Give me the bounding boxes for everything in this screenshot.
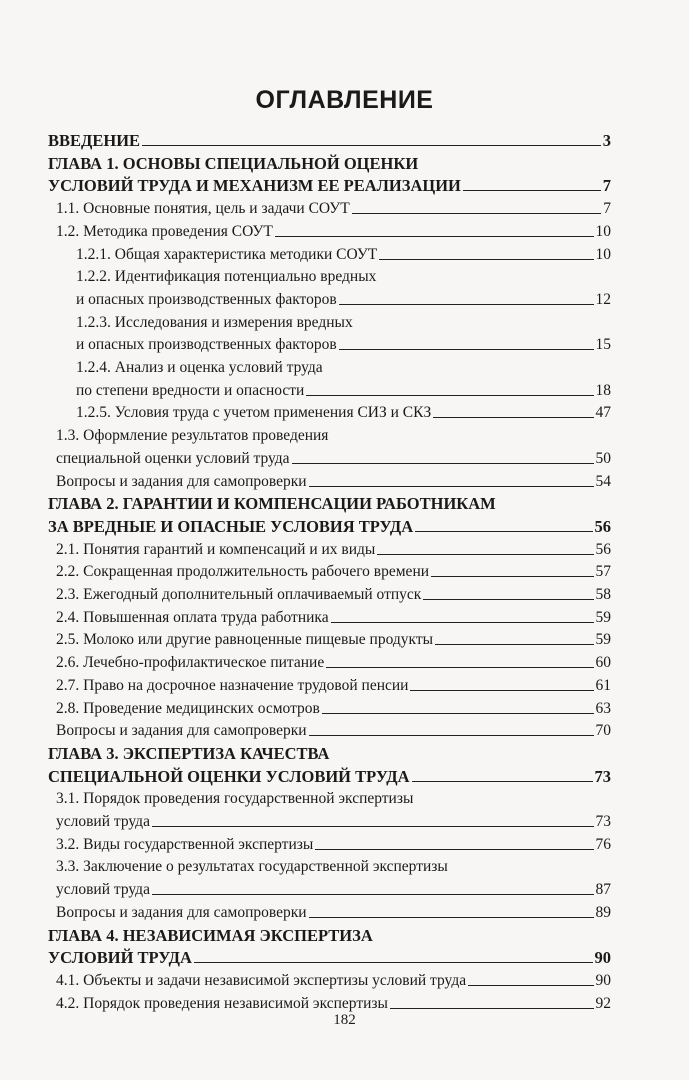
- toc-entry-title: 2.5. Молоко или другие равноценные пищевые продукты: [56, 631, 434, 649]
- toc-entry-title: 4.1. Объекты и задачи независимой экспертизы условий труда: [56, 971, 467, 989]
- toc-entry-section: [56, 537, 611, 559]
- dot-leader: [152, 894, 594, 895]
- dot-leader: [423, 599, 593, 600]
- toc-entry-title: Вопросы и задания для самопроверки: [56, 722, 307, 740]
- dot-leader: [435, 644, 593, 645]
- toc-entry-section: [56, 968, 611, 990]
- dot-leader: [431, 576, 593, 577]
- dot-leader: [275, 236, 594, 237]
- toc-entry-title: 2.7. Право на досрочное назначение трудовой пенсии: [56, 676, 409, 694]
- toc-entry-title: 1.1. Основные понятия, цель и задачи СОУТ: [56, 200, 350, 218]
- toc-entry-title: СПЕЦИАЛЬНОЙ ОЦЕНКИ УСЛОВИЙ ТРУДА: [48, 766, 410, 786]
- toc-entry-page: 90: [595, 971, 611, 989]
- toc-entry-page: 90: [594, 948, 611, 968]
- toc-entry-subsection: [76, 378, 611, 400]
- toc-entry-section: [56, 650, 611, 672]
- toc-entry-section: [56, 832, 611, 854]
- dot-leader: [468, 985, 593, 986]
- toc-entry-title: 1.2.1. Общая характеристика методики СОУТ: [76, 245, 378, 263]
- toc-entry-chapter: [48, 923, 611, 945]
- toc-entry-title: 1.3. Оформление результатов проведения: [56, 427, 329, 445]
- toc-entry-page: 59: [595, 631, 611, 649]
- page-title: ОГЛАВЛЕНИЕ: [255, 86, 434, 114]
- toc-entry-chapter: [48, 151, 611, 173]
- toc-entry-title: 2.2. Сокращенная продолжительность рабочего времени: [56, 563, 430, 581]
- toc-entry-section: [56, 196, 611, 218]
- toc-entry-page: 58: [595, 586, 611, 603]
- toc-entry-chapter: [48, 945, 611, 967]
- toc-entry-title: 1.2. Методика проведения СОУТ: [56, 222, 273, 240]
- toc-entry-page: 70: [595, 722, 611, 740]
- toc-entry-subsection: [76, 332, 611, 354]
- toc-entry-page: 18: [595, 381, 611, 399]
- toc-entry-page: 56: [594, 516, 611, 536]
- toc-entry-section: [56, 877, 611, 899]
- toc-entry-subsection: [76, 287, 611, 309]
- toc-entry-page: 7: [602, 176, 611, 196]
- toc-entry-section: [56, 605, 611, 627]
- toc-entry-chapter: [48, 173, 611, 195]
- toc-entry-title: по степени вредности и опасности: [76, 381, 305, 399]
- toc-entry-title: 1.2.3. Исследования и измерения вредных: [76, 313, 353, 331]
- toc-entry-section: [56, 627, 611, 649]
- toc-entry-section: [56, 582, 611, 604]
- dot-leader: [309, 917, 594, 918]
- toc-entry-title: 4.2. Порядок проведения независимой экспертизы: [56, 994, 388, 1012]
- toc-entry-page: 60: [595, 654, 611, 672]
- toc-entry-subsection: [76, 242, 611, 264]
- dot-leader: [339, 304, 594, 305]
- toc-entry-section: [56, 696, 611, 718]
- toc-entry-page: 76: [595, 835, 611, 853]
- dot-leader: [433, 417, 593, 418]
- toc-entry-chapter: [48, 491, 611, 513]
- toc-entry-page: 87: [595, 881, 611, 899]
- dot-leader: [292, 463, 594, 464]
- toc-entry-title: 2.6. Лечебно-профилактическое питание: [56, 654, 325, 672]
- dot-leader: [339, 349, 594, 350]
- toc-entry-page: 7: [603, 200, 611, 218]
- toc-entry-section: [56, 423, 611, 445]
- toc-entry-section: [56, 854, 611, 876]
- toc-entry-title: ВВЕДЕНИЕ: [48, 131, 141, 150]
- dot-leader: [326, 667, 593, 668]
- dot-leader: [142, 145, 601, 146]
- dot-leader: [309, 486, 594, 487]
- toc-entry-page: 61: [595, 676, 611, 694]
- toc-entry-section: [56, 673, 611, 695]
- toc-entry-page: 12: [595, 290, 611, 308]
- toc-entry-page: 63: [595, 699, 611, 717]
- toc-entry-subsection: [76, 264, 611, 286]
- dot-leader: [390, 1008, 594, 1009]
- dot-leader: [152, 826, 594, 827]
- toc-entry-title: 2.8. Проведение медицинских осмотров: [56, 699, 320, 717]
- toc-entry-page: 73: [594, 766, 611, 786]
- dot-leader: [410, 690, 593, 691]
- toc-entry-page: 47: [595, 404, 611, 422]
- toc-entry-title: 1.2.2. Идентификация потенциально вредных: [76, 268, 377, 286]
- dot-leader: [415, 531, 592, 532]
- toc-entry-chapter: [48, 514, 611, 536]
- toc-entry-title: Вопросы и задания для самопроверки: [56, 903, 307, 921]
- toc-entry-page: 15: [595, 336, 611, 354]
- dot-leader: [309, 735, 594, 736]
- toc-entry-title: 3.1. Порядок проведения государственной экспертизы: [56, 790, 414, 808]
- toc-entry-page: 10: [595, 245, 611, 263]
- dot-leader: [379, 259, 593, 260]
- toc-entry-page: 50: [595, 449, 611, 467]
- toc-entry-title: и опасных производственных факторов: [76, 336, 337, 354]
- dot-leader: [194, 962, 593, 963]
- dot-leader: [377, 554, 593, 555]
- toc-entry-section: [56, 718, 611, 740]
- toc-entry-title: ГЛАВА 1. ОСНОВЫ СПЕЦИАЛЬНОЙ ОЦЕНКИ: [48, 153, 419, 173]
- toc-entry-title: ЗА ВРЕДНЫЕ И ОПАСНЫЕ УСЛОВИЯ ТРУДА: [48, 516, 414, 536]
- toc-entry-page: 73: [595, 813, 611, 830]
- dot-leader: [315, 849, 593, 850]
- dot-leader: [352, 213, 602, 214]
- toc-entry-title: специальной оценки условий труда: [56, 449, 290, 467]
- dot-leader: [463, 190, 601, 191]
- toc-entry-page: 3: [602, 131, 611, 150]
- toc-entry-subsection: [76, 355, 611, 377]
- toc-entry-title: условий труда: [56, 881, 150, 899]
- toc-entry-title: 1.2.5. Условия труда с учетом применения СИЗ и СКЗ: [76, 404, 432, 422]
- toc-entry-title: 3.3. Заключение о результатах государственной экспертизы: [56, 858, 448, 876]
- toc-entry-page: 54: [595, 472, 611, 490]
- toc-entry-chapter: [48, 764, 611, 786]
- toc-entry-section: [56, 219, 611, 241]
- dot-leader: [412, 781, 593, 782]
- toc-entry-page: 89: [595, 903, 611, 921]
- toc-entry-section: [56, 809, 611, 831]
- toc-entry-chapter: [48, 741, 611, 763]
- toc-entry-title: УСЛОВИЙ ТРУДА И МЕХАНИЗМ ЕЕ РЕАЛИЗАЦИИ: [48, 176, 461, 196]
- toc-entry-title: 2.4. Повышенная оплата труда работника: [56, 608, 329, 626]
- toc-entry-section: [56, 446, 611, 468]
- toc-entry-section: [56, 469, 611, 491]
- dot-leader: [306, 395, 593, 396]
- toc-entry-title: УСЛОВИЙ ТРУДА: [48, 948, 192, 968]
- toc-entry-title: 1.2.4. Анализ и оценка условий труда: [76, 359, 323, 376]
- toc-entry-title: Вопросы и задания для самопроверки: [56, 472, 307, 490]
- toc-entry-section: [56, 786, 611, 808]
- toc-entry-title: условий труда: [56, 813, 150, 830]
- toc-entry-subsection: [76, 310, 611, 332]
- toc-entry-title: ГЛАВА 3. ЭКСПЕРТИЗА КАЧЕСТВА: [48, 743, 330, 763]
- toc-entry-title: 2.1. Понятия гарантий и компенсаций и их виды: [56, 540, 376, 558]
- toc-entry-page: 92: [595, 994, 611, 1012]
- toc-entry-page: 56: [595, 540, 611, 558]
- dot-leader: [322, 713, 594, 714]
- toc-entry-title: и опасных производственных факторов: [76, 290, 337, 308]
- toc-entry-title: ГЛАВА 2. ГАРАНТИИ И КОМПЕНСАЦИИ РАБОТНИКАМ: [48, 494, 496, 514]
- toc-entry-title: 3.2. Виды государственной экспертизы: [56, 835, 314, 853]
- toc-entry-page: 59: [595, 608, 611, 626]
- toc-entry-intro: [48, 128, 611, 150]
- toc-entry-title: ГЛАВА 4. НЕЗАВИСИМАЯ ЭКСПЕРТИЗА: [48, 925, 373, 945]
- dot-leader: [331, 622, 594, 623]
- toc-entry-section: [56, 991, 611, 1013]
- page-number: 182: [333, 1012, 356, 1028]
- toc-entry-subsection: [76, 400, 611, 422]
- toc-entry-title: 2.3. Ежегодный дополнительный оплачиваемый отпуск: [56, 586, 422, 603]
- toc-entry-section: [56, 559, 611, 581]
- toc-entry-page: 10: [595, 222, 611, 240]
- toc-entry-section: [56, 900, 611, 922]
- toc-entry-page: 57: [595, 563, 611, 581]
